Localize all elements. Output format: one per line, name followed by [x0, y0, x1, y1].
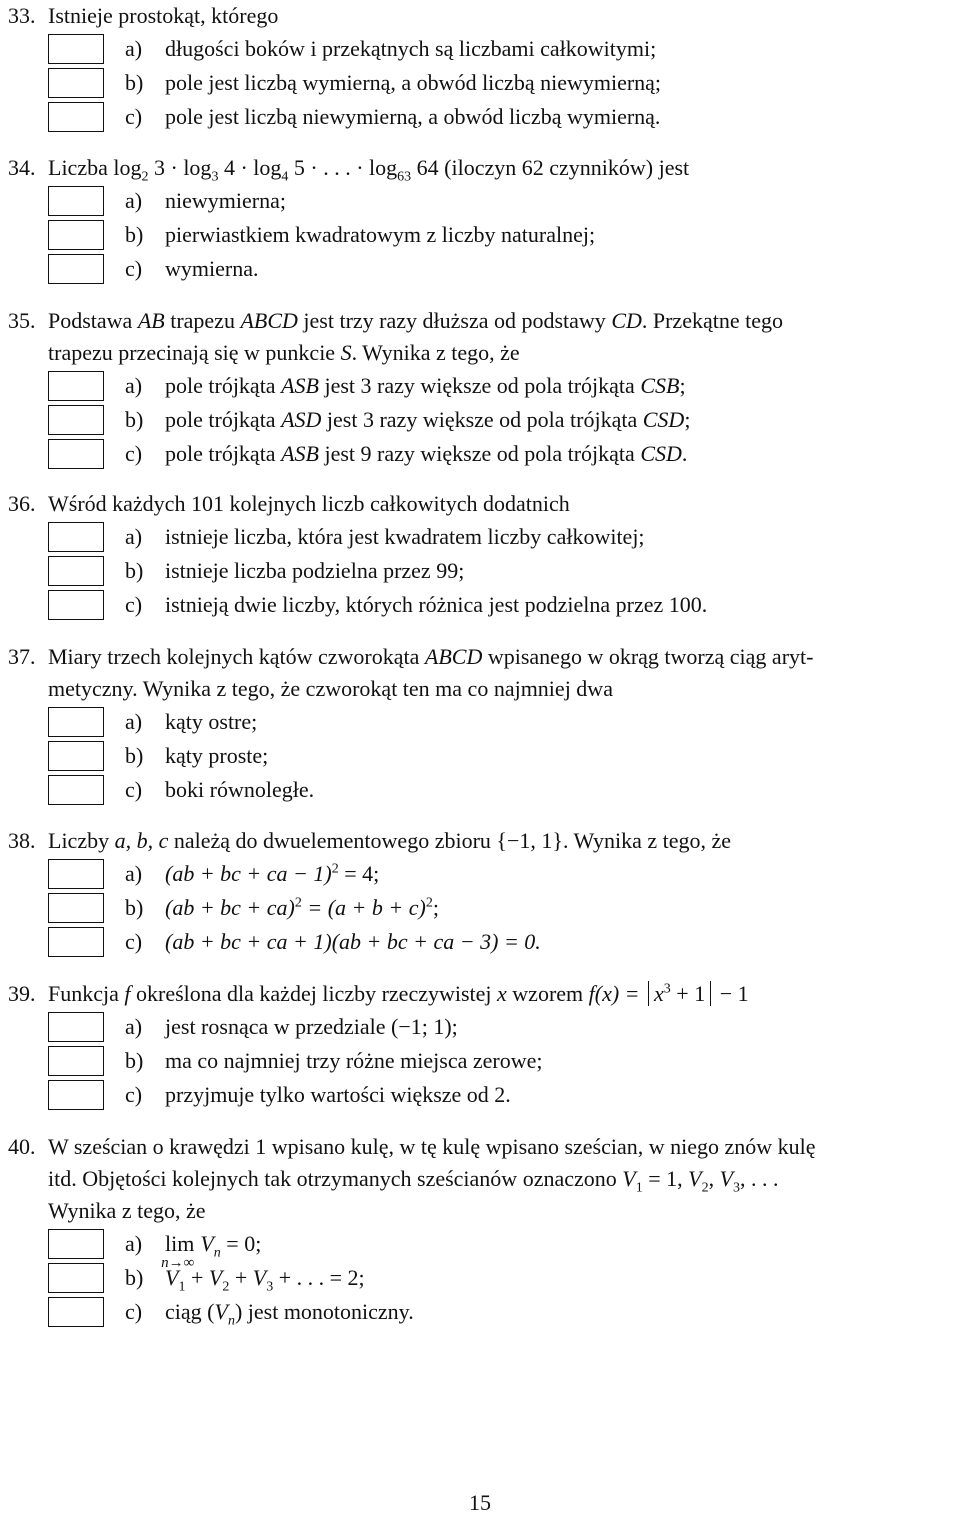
option-text: istnieje liczba, która jest kwadratem liczby całkowitej; — [165, 524, 645, 549]
option-a — [8, 520, 958, 554]
option-c: c) pole trójkąta ASB jest 9 razy większe od pola trójkąta CSD. — [8, 437, 958, 471]
option-letter: b) — [125, 1048, 144, 1073]
option-letter: b) — [125, 743, 144, 768]
option-letter: c) — [125, 1082, 143, 1107]
option-c — [8, 100, 958, 134]
option-letter: a) — [125, 1231, 143, 1256]
problem-stem-continued: trapezu przecinają się w punkcie S. Wynika z tego, że — [48, 340, 520, 365]
option-b — [8, 554, 958, 588]
problem-stem-continued: Wynika z tego, że — [48, 1198, 206, 1223]
answer-box[interactable] — [48, 102, 104, 132]
problem-number: 38. — [8, 828, 36, 853]
option-text: ma co najmniej trzy różne miejsca zerowe; — [165, 1048, 543, 1073]
option-c — [8, 773, 958, 807]
option-b: b) $V_1 + V_2 + V_3$ + . . . = 2; — [8, 1261, 958, 1295]
option-text: pole jest liczbą niewymierną, a obwód liczbą wymierną. — [165, 104, 661, 129]
page-number: 15 — [469, 1490, 491, 1515]
option-c — [8, 588, 958, 622]
problem-stem: 34. Liczba $\log_2 3 \cdot \log_3 4 \cdot \log_4 5$ · . . . · $\log_{63} 64$ (iloczyn 62 czynników) jest — [8, 152, 958, 184]
answer-box[interactable] — [48, 34, 104, 64]
answer-box[interactable] — [48, 68, 104, 98]
option-text: pole jest liczbą wymierną, a obwód liczbą niewymierną; — [165, 70, 662, 95]
problem-stem: 39. Funkcja f określona dla każdej liczby rzeczywistej x wzorem $f(x) = x^3 + 1 - 1$ — [8, 978, 958, 1010]
option-c — [8, 252, 958, 286]
option-text: istnieje liczba podzielna przez 99; — [165, 558, 465, 583]
problem-number: 36. — [8, 491, 36, 516]
problem-number: 37. — [8, 644, 36, 669]
answer-box[interactable] — [48, 405, 104, 435]
answer-box[interactable] — [48, 590, 104, 620]
option-text: istnieją dwie liczby, których różnica jest podzielna przez 100. — [165, 592, 708, 617]
problem-stem-text: Wśród każdych 101 kolejnych liczb całkowitych dodatnich — [48, 491, 570, 516]
problem-stem: 37. Miary trzech kolejnych kątów czworokąta ABCD wpisanego w okrąg tworzą ciąg aryt- — [8, 641, 958, 673]
limit-operator: lim n→∞ — [161, 1231, 195, 1271]
option-letter: c) — [125, 441, 143, 466]
option-letter: a) — [125, 1014, 143, 1039]
option-c: c) ciąg $(V_n)$ jest monotoniczny. — [8, 1295, 958, 1329]
option-text: wymierna. — [165, 256, 259, 281]
answer-box[interactable] — [48, 1080, 104, 1110]
option-letter: b) — [125, 222, 144, 247]
problem-stem-text: Istnieje prostokąt, którego — [48, 3, 279, 28]
option-letter: c) — [125, 592, 143, 617]
option-b: b) pole trójkąta ASD jest 3 razy większe od pola trójkąta CSD; — [8, 403, 958, 437]
option-letter: a) — [125, 36, 143, 61]
option-text: pierwiastkiem kwadratowym z liczby naturalnej; — [165, 222, 596, 247]
answer-box[interactable] — [48, 220, 104, 250]
problem-stem-continued: metyczny. Wynika z tego, że czworokąt ten ma co najmniej dwa — [48, 676, 613, 701]
option-text: niewymierna; — [165, 188, 286, 213]
problem-38 — [8, 825, 958, 959]
option-a: a) lim n→∞ $V_n = 0$; — [8, 1227, 958, 1261]
option-letter: a) — [125, 709, 143, 734]
option-a: a) jest rosnąca w przedziale (−1; 1); — [8, 1010, 958, 1044]
answer-box[interactable] — [48, 893, 104, 923]
absolute-value: $x^3 + 1$ — [648, 981, 711, 1006]
problem-36 — [8, 488, 958, 622]
problem-number: 34. — [8, 155, 36, 180]
problem-stem: 38. Liczby a, b, c należą do dwuelementowego zbioru {−1, 1}. Wynika z tego, że — [8, 825, 958, 857]
option-text: kąty ostre; — [165, 709, 258, 734]
problem-number: 33. — [8, 3, 36, 28]
option-a: a) pole trójkąta ASB jest 3 razy większe od pola trójkąta CSB; — [8, 369, 958, 403]
option-b: b) (ab + bc + $ca)^2 = (a + b + c)^2$; — [8, 891, 958, 925]
option-b — [8, 1044, 958, 1078]
option-letter: a) — [125, 861, 143, 886]
problem-37 — [8, 641, 958, 807]
answer-box[interactable] — [48, 741, 104, 771]
option-text: boki równoległe. — [165, 777, 315, 802]
option-b — [8, 739, 958, 773]
option-letter: a) — [125, 373, 143, 398]
problem-number: 39. — [8, 981, 36, 1006]
option-letter: b) — [125, 70, 144, 95]
option-letter: c) — [125, 104, 143, 129]
answer-box[interactable] — [48, 707, 104, 737]
option-text: kąty proste; — [165, 743, 269, 768]
answer-box[interactable] — [48, 1229, 104, 1259]
answer-box[interactable] — [48, 1012, 104, 1042]
option-letter: c) — [125, 256, 143, 281]
option-letter: c) — [125, 1299, 143, 1324]
option-b — [8, 218, 958, 252]
option-letter: b) — [125, 895, 144, 920]
option-letter: b) — [125, 1265, 144, 1290]
option-letter: b) — [125, 558, 144, 583]
answer-box[interactable] — [48, 1046, 104, 1076]
answer-box[interactable] — [48, 439, 104, 469]
problem-35 — [8, 305, 958, 471]
problem-stem: 40. W sześcian o krawędzi 1 wpisano kulę, w tę kulę wpisano sześcian, w niego znów kulę — [8, 1131, 958, 1163]
answer-box[interactable] — [48, 775, 104, 805]
problem-stem — [8, 0, 958, 32]
answer-box[interactable] — [48, 186, 104, 216]
option-c: c) (ab + bc + ca + 1)(ab + bc + ca − 3) = 0. — [8, 925, 958, 959]
problem-39 — [8, 978, 958, 1112]
problem-34 — [8, 152, 958, 286]
option-a: a) (ab + bc + ca − 1)$^2$ = 4; — [8, 857, 958, 891]
answer-box[interactable] — [48, 254, 104, 284]
option-text: długości boków i przekątnych są liczbami całkowitymi; — [165, 36, 657, 61]
answer-box[interactable] — [48, 1263, 104, 1293]
option-a — [8, 32, 958, 66]
option-letter: a) — [125, 524, 143, 549]
problem-number: 40. — [8, 1134, 36, 1159]
answer-box[interactable] — [48, 371, 104, 401]
answer-box[interactable] — [48, 556, 104, 586]
problem-stem: 35. Podstawa AB trapezu ABCD jest trzy razy dłuższa od podstawy CD. Przekątne tego — [8, 305, 958, 337]
option-a — [8, 705, 958, 739]
option-letter: c) — [125, 777, 143, 802]
answer-box[interactable] — [48, 522, 104, 552]
option-letter: c) — [125, 929, 143, 954]
option-letter: b) — [125, 407, 144, 432]
problem-number: 35. — [8, 308, 36, 333]
answer-box[interactable] — [48, 859, 104, 889]
option-text: przyjmuje tylko wartości większe od 2. — [165, 1082, 511, 1107]
problem-40 — [8, 1131, 958, 1329]
option-a — [8, 184, 958, 218]
option-letter: a) — [125, 188, 143, 213]
answer-box[interactable] — [48, 927, 104, 957]
answer-box[interactable] — [48, 1297, 104, 1327]
option-b — [8, 66, 958, 100]
problem-33 — [8, 0, 958, 134]
option-c — [8, 1078, 958, 1112]
problem-stem-continued: itd. Objętości kolejnych tak otrzymanych sześcianów oznaczono $V_1 = 1$, $V_2$, $V_3$, . . . — [48, 1166, 779, 1196]
problem-stem — [8, 488, 958, 520]
